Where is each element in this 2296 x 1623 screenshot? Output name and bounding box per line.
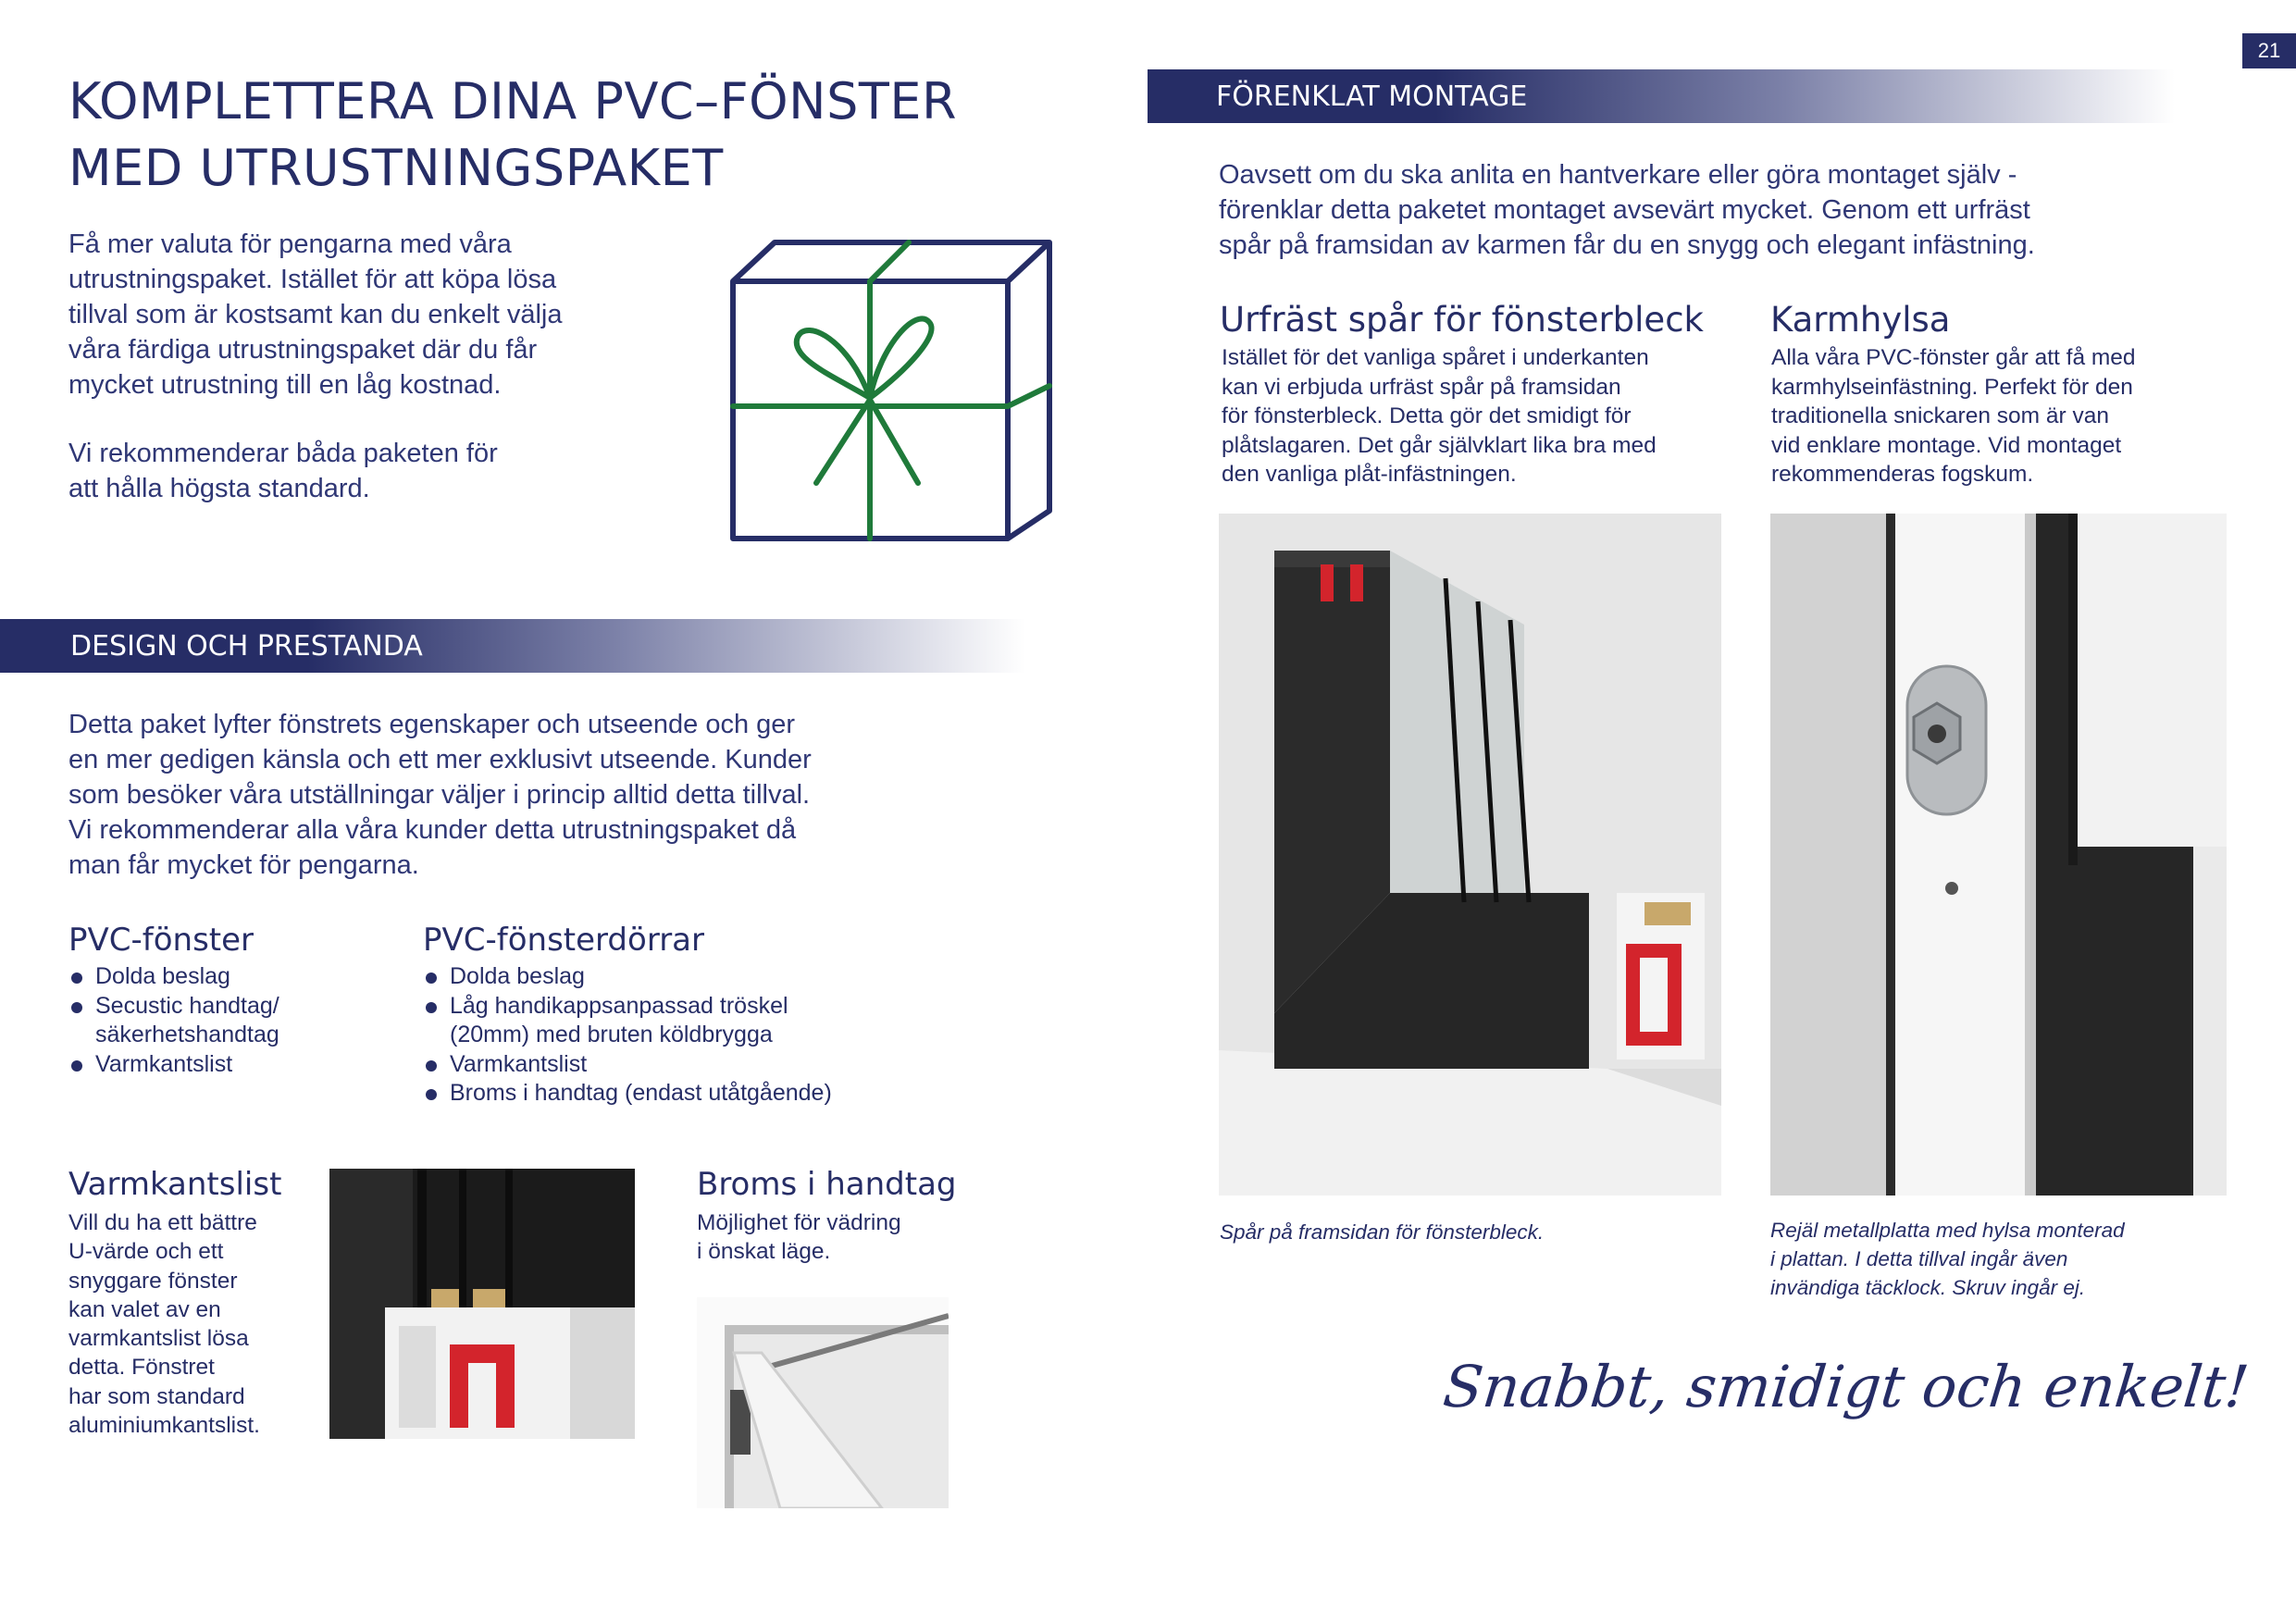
page-title-line-2: MED UTRUSTNINGSPAKET [68, 139, 724, 197]
warm-edge-line: Vill du ha ett bättre [68, 1210, 257, 1235]
warm-edge-line: U-värde och ett [68, 1239, 224, 1265]
intro-text [68, 227, 698, 403]
intro-line: tillval som är kostsamt kan du enkelt välja [68, 300, 563, 329]
warm-edge-photo [329, 1169, 635, 1439]
list-item: Varmkantslist [68, 1050, 374, 1080]
list-item: Broms i handtag (endast utåtgående) [423, 1079, 941, 1109]
sleeve-line: rekommenderas fogskum. [1771, 462, 2034, 487]
intro-line: Få mer valuta för pengarna med våra [68, 229, 512, 259]
sleeve-photo [1770, 514, 2227, 1196]
design-body-line: man får mycket för pengarna. [68, 850, 419, 880]
intro-line: våra färdiga utrustningspaket där du får [68, 335, 538, 365]
sleeve-caption-line: i plattan. I detta tillval ingår även [1770, 1247, 2068, 1270]
montage-banner [1148, 69, 2175, 123]
sleeve-caption-line: invändiga täcklock. Skruv ingår ej. [1770, 1276, 2086, 1299]
intro-line: mycket utrustning till en låg kostnad. [68, 370, 502, 400]
design-banner-title: DESIGN OCH PRESTANDA [70, 629, 423, 663]
pvc-door-heading: PVC-fönsterdörrar [423, 922, 704, 959]
sleeve-caption [1770, 1216, 2125, 1302]
montage-body-line: Oavsett om du ska anlita en hantverkare eller göra montaget själv - [1219, 160, 2017, 190]
warm-edge-line: kan valet av en [68, 1296, 221, 1322]
list-item: Secustic handtag/ säkerhetshandtag [68, 992, 374, 1050]
gift-box-icon [724, 233, 1059, 542]
sleeve-line: karmhylseinfästning. Perfekt för den [1771, 374, 2133, 400]
design-body-line: en mer gedigen känsla och ett mer exklusivt utseende. Kunder [68, 745, 812, 774]
page-title [68, 68, 957, 202]
sleeve-line: Alla våra PVC-fönster går att få med [1771, 345, 2136, 370]
groove-heading: Urfräst spår för fönsterbleck [1220, 300, 1704, 340]
slogan: Snabbt, smidigt och enkelt! [1440, 1353, 2253, 1420]
brake-line: Möjlighet för vädring [697, 1210, 901, 1235]
brake-text [697, 1208, 901, 1267]
design-body-line: Vi rekommenderar alla våra kunder detta utrustningspaket då [68, 815, 797, 845]
warm-edge-line: aluminiumkantslist. [68, 1413, 260, 1439]
groove-caption: Spår på framsidan för fönsterbleck. [1220, 1220, 1545, 1244]
list-item: Dolda beslag [423, 962, 941, 992]
list-item: Dolda beslag [68, 962, 374, 992]
groove-text [1222, 343, 1657, 489]
design-body [68, 707, 957, 883]
sleeve-line: vid enklare montage. Vid montaget [1771, 432, 2122, 458]
warm-edge-line: har som standard [68, 1383, 245, 1409]
warm-edge-text [68, 1208, 260, 1440]
recommend-text [68, 436, 698, 506]
sleeve-line: traditionella snickaren som är van [1771, 403, 2109, 428]
montage-banner-title: FÖRENKLAT MONTAGE [1216, 80, 1528, 113]
list-item: Låg handikappsanpassad tröskel (20mm) med bruten köldbrygga [423, 992, 941, 1050]
brake-photo [697, 1297, 949, 1508]
brake-line: i önskat läge. [697, 1239, 831, 1265]
warm-edge-line: snyggare fönster [68, 1268, 238, 1294]
warm-edge-heading: Varmkantslist [68, 1166, 282, 1203]
groove-photo [1219, 514, 1721, 1196]
page-number-box [2242, 33, 2296, 68]
pvc-window-heading: PVC-fönster [68, 922, 254, 959]
groove-line: Istället för det vanliga spåret i underkanten [1222, 345, 1649, 370]
page-title-line-1: KOMPLETTERA DINA PVC–FÖNSTER [68, 72, 957, 130]
intro-line: utrustningspaket. Istället för att köpa lösa [68, 265, 557, 294]
montage-body [1219, 157, 2200, 263]
groove-line: för fönsterbleck. Detta gör det smidigt för [1222, 403, 1632, 428]
groove-line: plåtslagaren. Det går självklart lika bra med [1222, 432, 1657, 458]
recommend-line: Vi rekommenderar båda paketen för [68, 439, 498, 468]
design-banner [0, 619, 1025, 673]
groove-line: den vanliga plåt-infästningen. [1222, 462, 1517, 487]
montage-body-line: förenklar detta paketet montaget avsevärt mycket. Genom ett urfräst [1219, 195, 2030, 225]
brake-heading: Broms i handtag [697, 1166, 957, 1203]
sleeve-heading: Karmhylsa [1770, 300, 1951, 340]
pvc-window-list [68, 962, 374, 1079]
warm-edge-line: detta. Fönstret [68, 1355, 215, 1381]
groove-line: kan vi erbjuda urfräst spår på framsidan [1222, 374, 1621, 400]
montage-body-line: spår på framsidan av karmen får du en snygg och elegant infästning. [1219, 230, 2035, 260]
pvc-door-list [423, 962, 941, 1109]
page-number: 21 [2257, 39, 2281, 62]
design-body-line: Detta paket lyfter fönstrets egenskaper och utseende och ger [68, 710, 796, 739]
recommend-line: att hålla högsta standard. [68, 474, 370, 503]
design-body-line: som besöker våra utställningar väljer i princip alltid detta tillval. [68, 780, 811, 810]
warm-edge-line: varmkantslist lösa [68, 1326, 249, 1352]
list-item: Varmkantslist [423, 1050, 941, 1080]
sleeve-caption-line: Rejäl metallplatta med hylsa monterad [1770, 1219, 2125, 1242]
sleeve-text [1771, 343, 2136, 489]
